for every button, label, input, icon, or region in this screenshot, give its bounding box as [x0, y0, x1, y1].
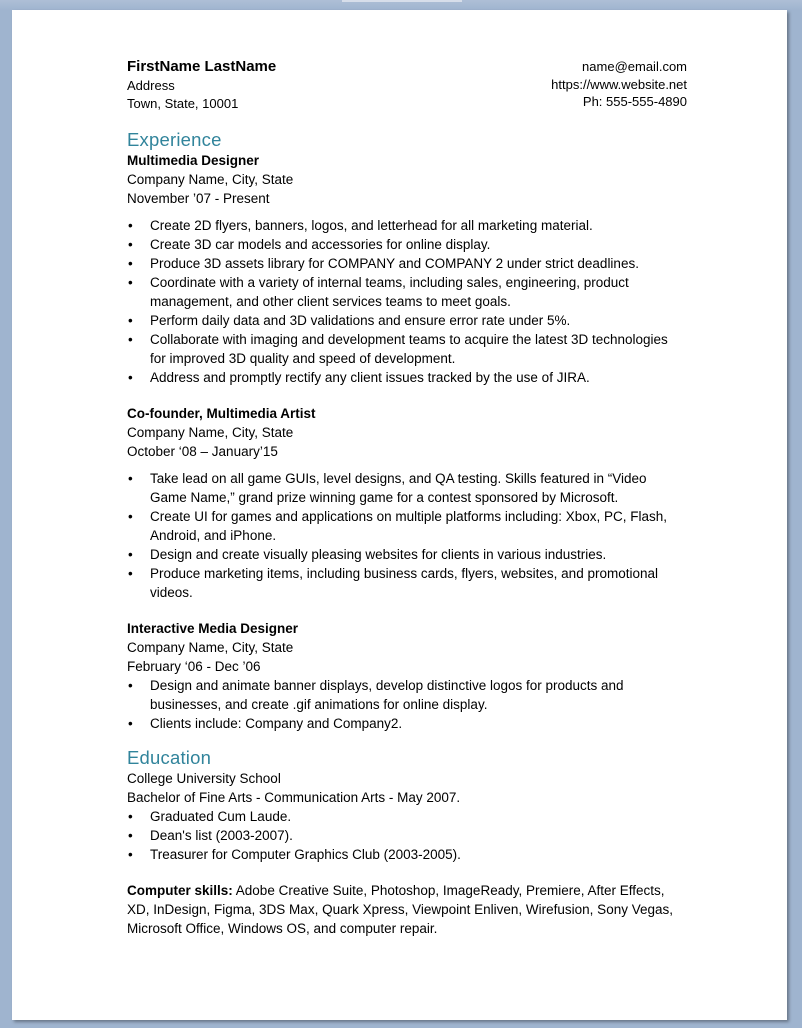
bullet-icon: •	[128, 218, 133, 233]
school-name: College University School	[127, 771, 281, 786]
bullet-icon: •	[128, 716, 133, 731]
list-item: • Produce marketing items, including business cards, flyers, websites, and promotional videos.	[128, 566, 658, 600]
job-title: Multimedia Designer	[127, 153, 260, 168]
resume-header	[127, 57, 687, 115]
list-item: • Create 2D flyers, banners, logos, and letterhead for all marketing material.	[128, 218, 593, 233]
job-dates: November ’07 - Present	[127, 191, 270, 206]
job-company: Company Name, City, State	[127, 172, 294, 187]
job-bullets	[127, 216, 687, 387]
experience-heading: Experience	[127, 129, 222, 150]
job-entry	[127, 151, 687, 387]
phone: Ph: 555-555-4890	[582, 94, 687, 109]
education-heading: Education	[127, 747, 212, 768]
bullet-icon: •	[128, 471, 133, 486]
list-item: • Treasurer for Computer Graphics Club (2003-2005).	[128, 847, 461, 862]
list-item: • Create 3D car models and accessories for online display.	[128, 237, 491, 252]
bullet-icon: •	[128, 509, 133, 524]
education-bullets	[127, 807, 687, 864]
email: name@email.com	[582, 59, 687, 74]
job-entry	[127, 404, 687, 602]
bullet-icon: •	[128, 332, 133, 347]
job-title: Interactive Media Designer	[127, 621, 299, 636]
bullet-icon: •	[128, 313, 133, 328]
town-line: Town, State, 10001	[127, 95, 239, 111]
list-item: • Coordinate with a variety of internal teams, including sales, engineering, product management, and other client services teams to meet goals.	[128, 275, 629, 309]
list-item: • Collaborate with imaging and development teams to acquire the latest 3D technologies for improved 3D quality and speed of development.	[128, 332, 668, 366]
contact-left	[127, 57, 276, 112]
list-item: • Take lead on all game GUIs, level designs, and QA testing. Skills featured in “Video Game Name,” grand prize winning game for a contest sponsored by Microsoft.	[128, 471, 647, 505]
list-item: • Produce 3D assets library for COMPANY and COMPANY 2 under strict deadlines.	[128, 256, 639, 271]
bullet-icon: •	[128, 809, 133, 824]
list-item: • Perform daily data and 3D validations and ensure error rate under 5%.	[128, 313, 571, 328]
list-item: • Graduated Cum Laude.	[128, 809, 292, 824]
bullet-icon: •	[128, 547, 133, 562]
job-dates: October ‘08 – January’15	[127, 444, 278, 459]
website: https://www.website.net	[551, 76, 687, 92]
job-bullets	[127, 469, 687, 602]
job-dates: February ‘06 - Dec ’06	[127, 659, 261, 674]
skills-label: Computer skills:	[127, 883, 233, 898]
bullet-icon: •	[128, 566, 133, 581]
full-name: FirstName LastName	[127, 58, 277, 75]
bullet-icon: •	[128, 275, 133, 290]
bullet-icon: •	[128, 370, 133, 385]
computer-skills	[127, 881, 687, 938]
ruler-marker	[342, 0, 462, 2]
job-company: Company Name, City, State	[127, 425, 294, 440]
bullet-icon: •	[128, 847, 133, 862]
job-entry	[127, 619, 687, 733]
window-top-bar	[0, 0, 802, 10]
bullet-icon: •	[128, 237, 133, 252]
bullet-icon: •	[128, 828, 133, 843]
list-item: • Clients include: Company and Company2.	[128, 716, 403, 731]
list-item: • Design and create visually pleasing websites for clients in various industries.	[128, 547, 607, 562]
degree: Bachelor of Fine Arts - Communication Arts - May 2007.	[127, 790, 461, 805]
skills-text: Adobe Creative Suite, Photoshop, ImageReady, Premiere, After Effects, XD, InDesign, Figma, 3DS Max, Quark Xpress, Viewpoint Enliven, Wirefusion, Sony Vegas, Microsoft Office, Windows OS, and computer repair.	[127, 883, 673, 936]
address-line: Address	[127, 78, 175, 93]
bullet-icon: •	[128, 256, 133, 271]
list-item: • Address and promptly rectify any client issues tracked by the use of JIRA.	[128, 370, 590, 385]
list-item: • Design and animate banner displays, develop distinctive logos for products and businesses, and create .gif animations for online display.	[128, 678, 624, 712]
document-page	[12, 10, 787, 1020]
job-company: Company Name, City, State	[127, 640, 294, 655]
list-item: • Dean's list (2003-2007).	[128, 828, 293, 843]
resume-content	[127, 57, 687, 938]
job-title: Co-founder, Multimedia Artist	[127, 406, 316, 421]
bullet-icon: •	[128, 678, 133, 693]
contact-right	[551, 58, 687, 111]
list-item: • Create UI for games and applications on multiple platforms including: Xbox, PC, Flash, Android, and iPhone.	[128, 509, 668, 543]
job-bullets	[127, 676, 687, 733]
